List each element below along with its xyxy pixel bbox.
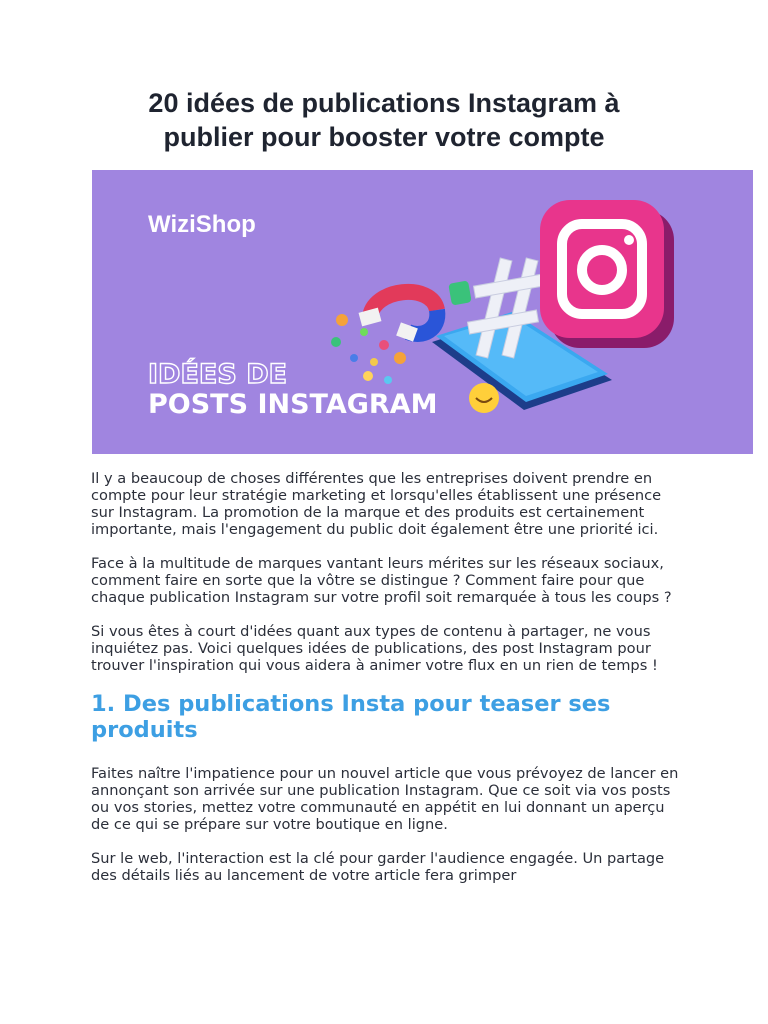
title-line-1: 20 idées de publications Instagram à xyxy=(148,88,620,118)
hero-heading-line-1: IDÉES DE xyxy=(148,359,288,390)
intro-paragraph-3: Si vous êtes à court d'idées quant aux types de contenu à partager, ne vous inquiétez pas. Voici quelques idées de publications, des post Instagram pour trouver l'inspiration qui vous aidera à animer votre flux en un rien de temps ! xyxy=(91,623,658,674)
page-title xyxy=(92,86,676,154)
intro-paragraph-2: Face à la multitude de marques vantant leurs mérites sur les réseaux sociaux, comment faire en sorte que la vôtre se distingue ? Comment faire pour que chaque publication Instagram sur votre profil soit remarquée à tous les coups ? xyxy=(91,555,672,606)
like-badge-icon xyxy=(448,280,472,305)
dot-icon xyxy=(384,376,392,384)
intro-paragraph-1: Il y a beaucoup de choses différentes que les entreprises doivent prendre en compte pour leur stratégie marketing et lorsqu'elles établissent une présence sur Instagram. La promotion de la marque et des produits est certainement importante, mais l'engagement du public doit également être une priorité ici. xyxy=(91,470,662,538)
hero-heading-line-2: POSTS INSTAGRAM xyxy=(148,389,438,420)
title-line-2: publier pour booster votre compte xyxy=(163,122,605,152)
emoji-dot-icon xyxy=(394,352,406,364)
hero-image xyxy=(92,170,753,454)
hero-illustration xyxy=(92,170,753,454)
dot-icon xyxy=(360,328,368,336)
hero-brand: WiziShop xyxy=(148,211,256,238)
section-1-paragraph-2: Sur le web, l'interaction est la clé pour garder l'audience engagée. Un partage des détails liés au lancement de votre article fera grimper xyxy=(91,850,665,884)
emoji-dot-icon xyxy=(363,371,373,381)
wink-emoji-icon xyxy=(469,383,499,413)
dot-icon xyxy=(331,337,341,347)
dot-icon xyxy=(350,354,358,362)
article-body xyxy=(91,470,681,901)
section-1-heading: 1. Des publications Insta pour teaser ses produits xyxy=(91,691,611,743)
dot-icon xyxy=(379,340,389,350)
section-1-paragraph-1: Faites naître l'impatience pour un nouvel article que vous prévoyez de lancer en annonçant son arrivée sur une publication Instagram. Que ce soit via vos posts ou vos stories, mettez votre communauté en appétit en lui donnant un aperçu de ce qui se prépare sur votre boutique en ligne. xyxy=(91,765,679,833)
instagram-logo-icon xyxy=(540,200,674,348)
dot-icon xyxy=(370,358,378,366)
emoji-dot-icon xyxy=(336,314,348,326)
